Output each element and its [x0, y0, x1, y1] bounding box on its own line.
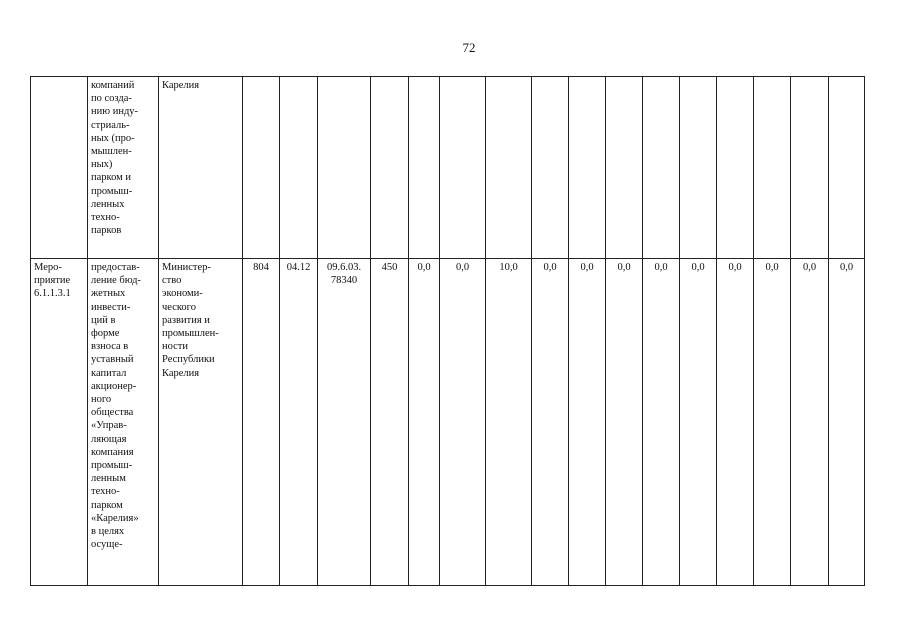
- csr-cell: 09.6.03. 78340: [318, 259, 371, 586]
- name-cell: предостав- ление бюд- жетных инвести- ций в форме взноса в уставный капитал акционер- ного общества «Управ- ляющая компания промыш- ленным техно- парком «Карелия» в целях осуще-: [88, 259, 159, 586]
- executor-cell: Министер- ство экономи- ческого развития и промышлен- ности Республики Карелия: [159, 259, 243, 586]
- name-cell: компаний по созда- нию инду- стриаль- ных (про- мышлен- ных) парком и промыш- ленных техно- парков: [88, 77, 159, 259]
- value-cell: [643, 77, 680, 259]
- csr-cell: [318, 77, 371, 259]
- value-cell: [829, 77, 865, 259]
- value-cell: 0,0: [606, 259, 643, 586]
- status-cell: Меро- приятие 6.1.1.3.1: [31, 259, 88, 586]
- value-cell: [532, 77, 569, 259]
- rz-pr-cell: 04.12: [280, 259, 318, 586]
- value-cell: 0,0: [717, 259, 754, 586]
- value-cell: [717, 77, 754, 259]
- value-cell: [754, 77, 791, 259]
- executor-cell: Карелия: [159, 77, 243, 259]
- vr-cell: 450: [371, 259, 409, 586]
- vr-cell: [371, 77, 409, 259]
- value-cell: 0,0: [440, 259, 486, 586]
- table-row: [31, 259, 865, 586]
- value-cell: 0,0: [754, 259, 791, 586]
- gr-cell: 804: [243, 259, 280, 586]
- value-cell: [680, 77, 717, 259]
- value-cell: 0,0: [569, 259, 606, 586]
- value-cell: 0,0: [829, 259, 865, 586]
- value-cell: [569, 77, 606, 259]
- value-cell: 0,0: [680, 259, 717, 586]
- budget-table: [30, 76, 865, 586]
- value-cell: [606, 77, 643, 259]
- value-cell: [409, 77, 440, 259]
- status-cell: [31, 77, 88, 259]
- value-cell: 0,0: [791, 259, 829, 586]
- value-cell: 0,0: [532, 259, 569, 586]
- value-cell: 0,0: [409, 259, 440, 586]
- value-cell: 0,0: [643, 259, 680, 586]
- page-number: 72: [462, 40, 476, 55]
- value-cell: [791, 77, 829, 259]
- table-row: [31, 77, 865, 259]
- value-cell: 10,0: [486, 259, 532, 586]
- value-cell: [486, 77, 532, 259]
- rz-pr-cell: [280, 77, 318, 259]
- gr-cell: [243, 77, 280, 259]
- value-cell: [440, 77, 486, 259]
